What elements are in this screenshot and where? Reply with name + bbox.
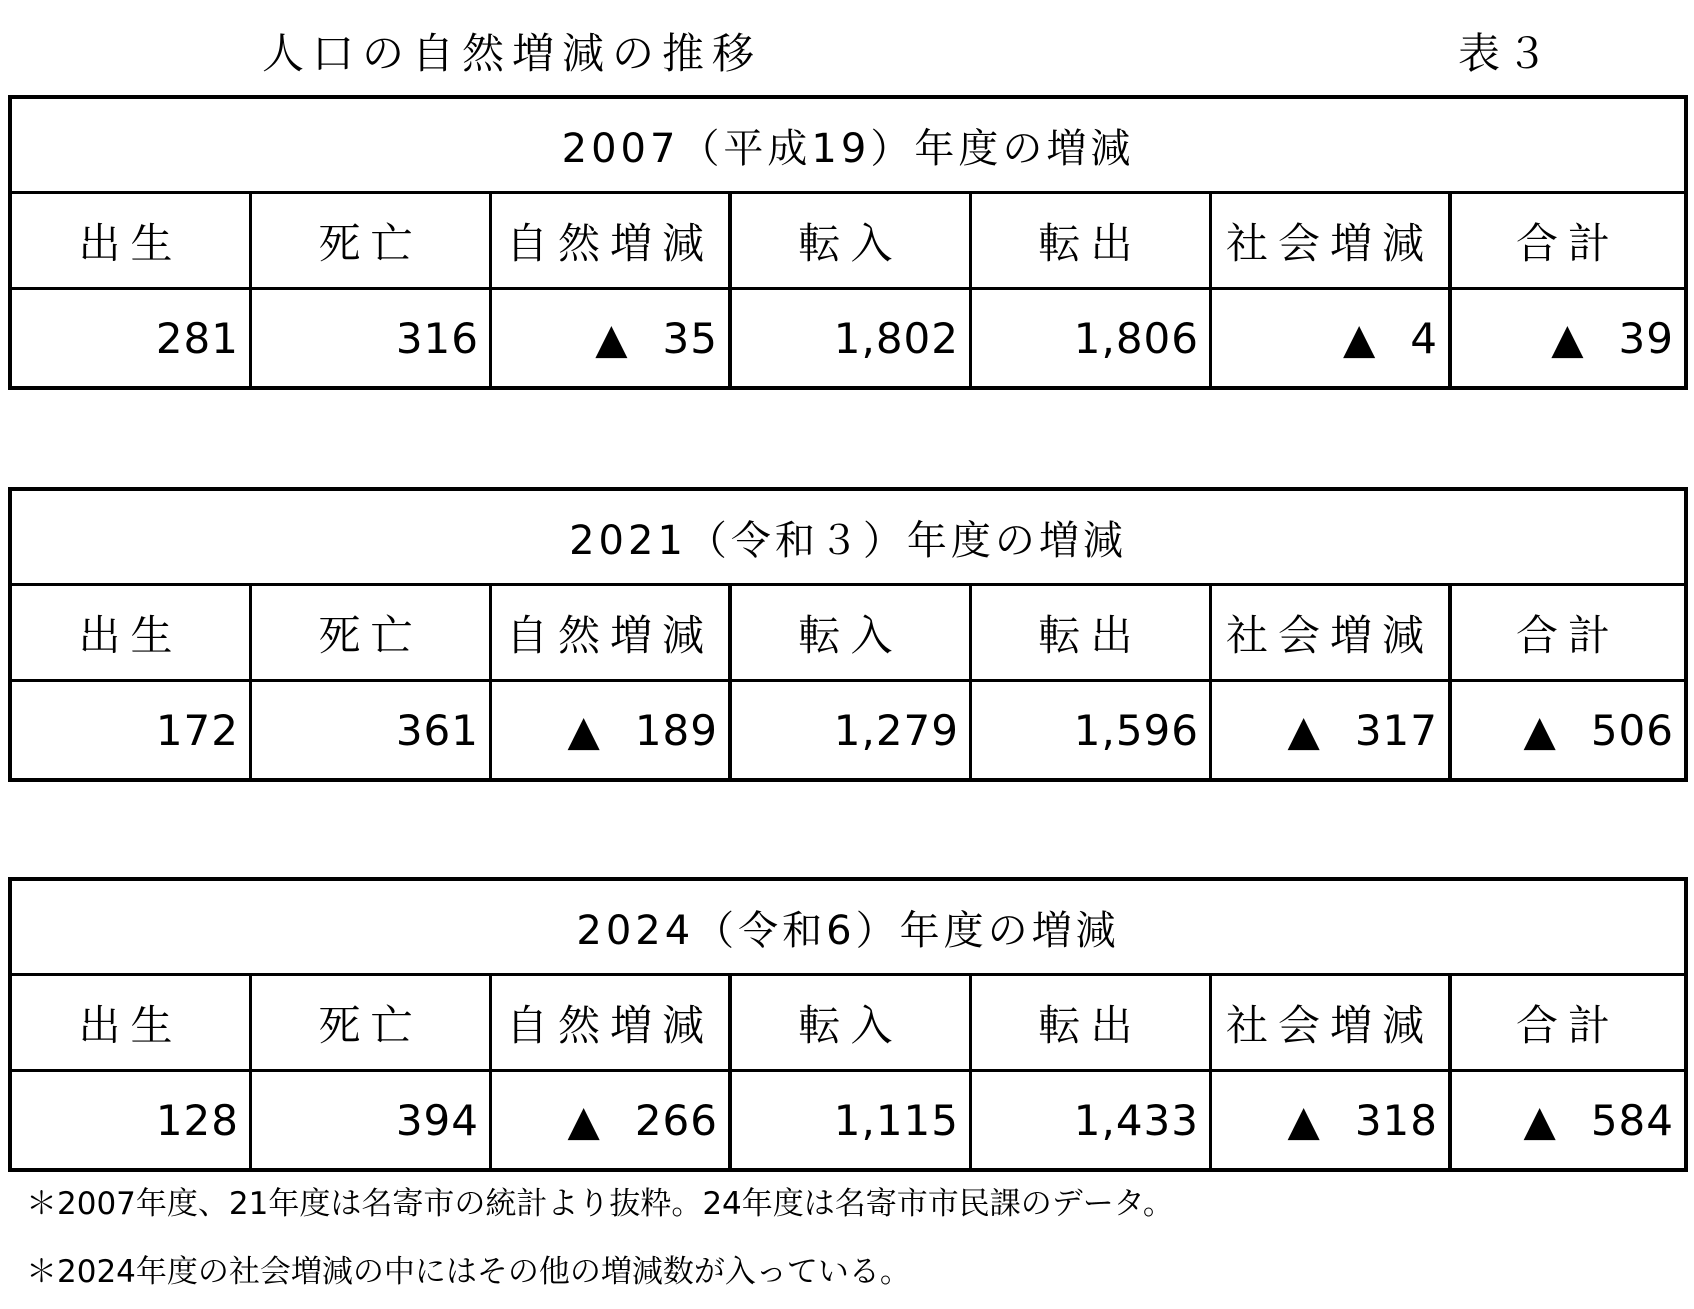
table-cell [252,1072,492,1168]
table-cell [252,682,492,778]
column-header: 転出 [972,586,1212,682]
cell-value: 1,115 [833,1095,959,1145]
table-cell [732,682,972,778]
decrease-mark: ▲ [1287,705,1321,755]
column-header: 転出 [972,976,1212,1072]
column-header: 自然増減 [492,194,732,290]
table-cell [972,682,1212,778]
footnote-2: ＊2024年度の社会増減の中にはその他の増減数が入っている。 [26,1254,911,1290]
table-cell [252,290,492,386]
column-header: 社会増減 [1212,976,1452,1072]
cell-value: 1,806 [1073,313,1199,363]
column-header: 社会増減 [1212,194,1452,290]
table-period-title: 2021（令和３）年度の増減 [12,491,1684,586]
population-table [8,877,1688,1172]
cell-value: 266 [634,1095,718,1145]
table-cell [12,290,252,386]
table-cell [732,290,972,386]
cell-value: 4 [1410,313,1438,363]
table-cell [492,290,732,386]
decrease-mark: ▲ [595,313,629,363]
cell-value: 172 [155,705,239,755]
table-cell [1212,682,1452,778]
decrease-mark: ▲ [1342,313,1377,363]
table-cell [1452,290,1684,386]
table-cell [972,1072,1212,1168]
table-period-title: 2007（平成19）年度の増減 [12,99,1684,194]
table-cell [1212,290,1452,386]
population-table [8,95,1688,390]
cell-value: 189 [634,705,718,755]
cell-value: 1,433 [1073,1095,1199,1145]
decrease-mark: ▲ [1523,1095,1557,1145]
population-table [8,487,1688,782]
table-cell [492,682,732,778]
table-cell [1452,682,1684,778]
page-title: 人口の自然増減の推移 [262,29,763,78]
table-label: 表３ [1458,29,1555,78]
cell-value: 318 [1354,1095,1438,1145]
decrease-mark: ▲ [567,705,601,755]
table-cell [492,1072,732,1168]
cell-value: 1,802 [833,313,959,363]
column-header: 社会増減 [1212,586,1452,682]
column-header: 死亡 [252,194,492,290]
column-header: 自然増減 [492,586,732,682]
table-period-title: 2024（令和6）年度の増減 [12,881,1684,976]
column-header: 自然増減 [492,976,732,1072]
cell-value: 1,596 [1073,705,1199,755]
table-cell [972,290,1212,386]
column-header: 死亡 [252,586,492,682]
cell-value: 35 [662,313,718,363]
column-header: 合計 [1452,194,1684,290]
cell-value: 394 [395,1095,479,1145]
cell-value: 128 [155,1095,239,1145]
decrease-mark: ▲ [1551,313,1585,363]
table-cell [12,682,252,778]
column-header: 転出 [972,194,1212,290]
cell-value: 361 [395,705,479,755]
column-header: 合計 [1452,586,1684,682]
cell-value: 506 [1590,705,1674,755]
cell-value: 1,279 [833,705,959,755]
column-header: 転入 [732,976,972,1072]
cell-value: 316 [395,313,479,363]
column-header: 合計 [1452,976,1684,1072]
table-cell [12,1072,252,1168]
column-header: 転入 [732,586,972,682]
column-header: 出生 [12,976,252,1072]
footnote-1: ＊2007年度、21年度は名寄市の統計より抜粋。24年度は名寄市市民課のデータ。 [26,1186,1174,1222]
cell-value: 584 [1590,1095,1674,1145]
decrease-mark: ▲ [1523,705,1557,755]
cell-value: 317 [1354,705,1438,755]
column-header: 出生 [12,194,252,290]
column-header: 出生 [12,586,252,682]
column-header: 転入 [732,194,972,290]
decrease-mark: ▲ [1287,1095,1321,1145]
table-cell [732,1072,972,1168]
decrease-mark: ▲ [567,1095,601,1145]
table-cell [1212,1072,1452,1168]
cell-value: 281 [155,313,239,363]
table-cell [1452,1072,1684,1168]
cell-value: 39 [1618,313,1674,363]
column-header: 死亡 [252,976,492,1072]
